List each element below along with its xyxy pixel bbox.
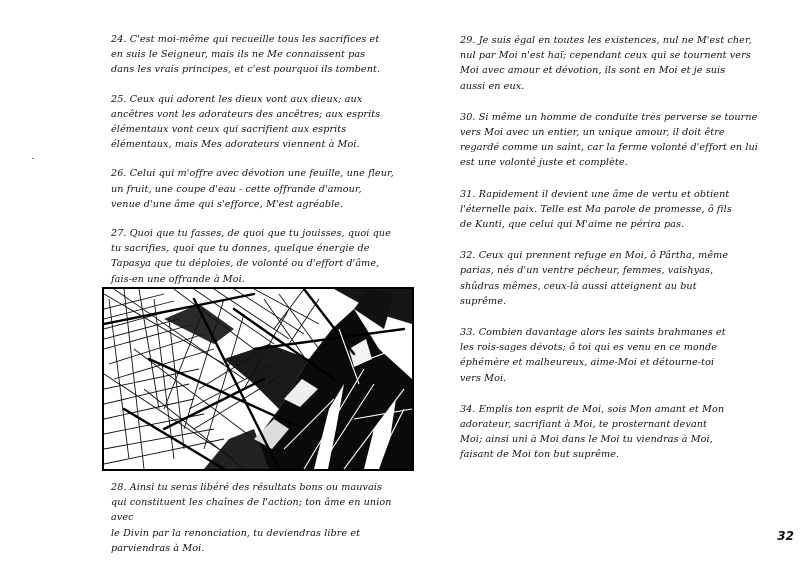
left-column-top [111, 32, 396, 301]
verse-24: 24. C'est moi-même qui recueille tous les sacrifices et en suis le Seigneur, mais ils ne Me connaissent pas dans les vrais principes, et c'est pourquoi ils tombent. [111, 34, 381, 76]
verse-32: 32. Ceux qui prennent refuge en Moi, ô Pârtha, même parias, nés d'un ventre pécheur, femmes, vaishyas, shûdras mêmes, ceux-là aussi atteignent au but suprême. [460, 250, 729, 307]
verse-30: 30. Si même un homme de conduite très perverse se tourne vers Moi avec un entier, un unique amour, il doit être regardé comme un saint, car la ferme volonté d'effort en lui est une volonté juste et complète. [460, 111, 758, 169]
abstract-hatching-drawing [104, 289, 412, 469]
verse-34: 34. Emplis ton esprit de Moi, sois Mon amant et Mon adorateur, sacrifiant à Moi, te prosternant devant Moi; ainsi uni à Moi dans le Moi tu viendras à Moi, faisant de Moi ton but suprême. [460, 403, 725, 461]
page-number: 32 [777, 529, 794, 543]
verse-31: 31. Rapidement il devient une âme de vertu et obtient l'éternelle paix. Telle est Ma parole de promesse, ô fils de Kunti, que celui qui M'aime ne périra pas. [460, 188, 732, 231]
ink-sketch-illustration [102, 287, 414, 471]
left-column-bottom [111, 480, 401, 570]
stray-ink-mark [32, 158, 34, 159]
verse-29: 29. Je suis égal en toutes les existences, nul ne M'est cher, nul par Moi n'est haï; cependant ceux qui se tournent vers Moi avec amour et dévotion, ils sont en Moi et je suis aussi en eux. [460, 35, 752, 92]
verse-26: 26. Celui qui m'offre avec dévotion une feuille, une fleur, un fruit, une coupe d'eau - cette offrande d'amour, venue d'une âme qui s'efforce, M'est agréable. [111, 168, 394, 210]
verse-27: 27. Quoi que tu fasses, de quoi que tu jouisses, quoi que tu sacrifies, quoi que tu donnes, quelque énergie de Tapasya que tu déploies, de volonté ou d'effort d'âme, fais-en une offrande à Moi. [111, 228, 391, 285]
right-column [460, 33, 772, 479]
verse-33: 33. Combien davantage alors les saints brahmanes et les rois-sages dévots; ô toi qui es venu en ce monde éphémère et malheureux, aime-Moi et détourne-toi vers Moi. [460, 327, 726, 384]
verse-25: 25. Ceux qui adorent les dieux vont aux dieux; aux ancêtres vont les adorateurs des ancêtres; aux esprits élémentaux vont ceux qui sacrifient aux esprits élémentaux, mais Mes adorateurs viennent à Moi. [111, 93, 381, 151]
verse-28: 28. Ainsi tu seras libéré des résultats bons ou mauvais qui constituent les chaînes de l'action; ton âme en union avec le Divin par la renonciation, tu deviendras libre et parviendras à Moi. [111, 482, 392, 554]
